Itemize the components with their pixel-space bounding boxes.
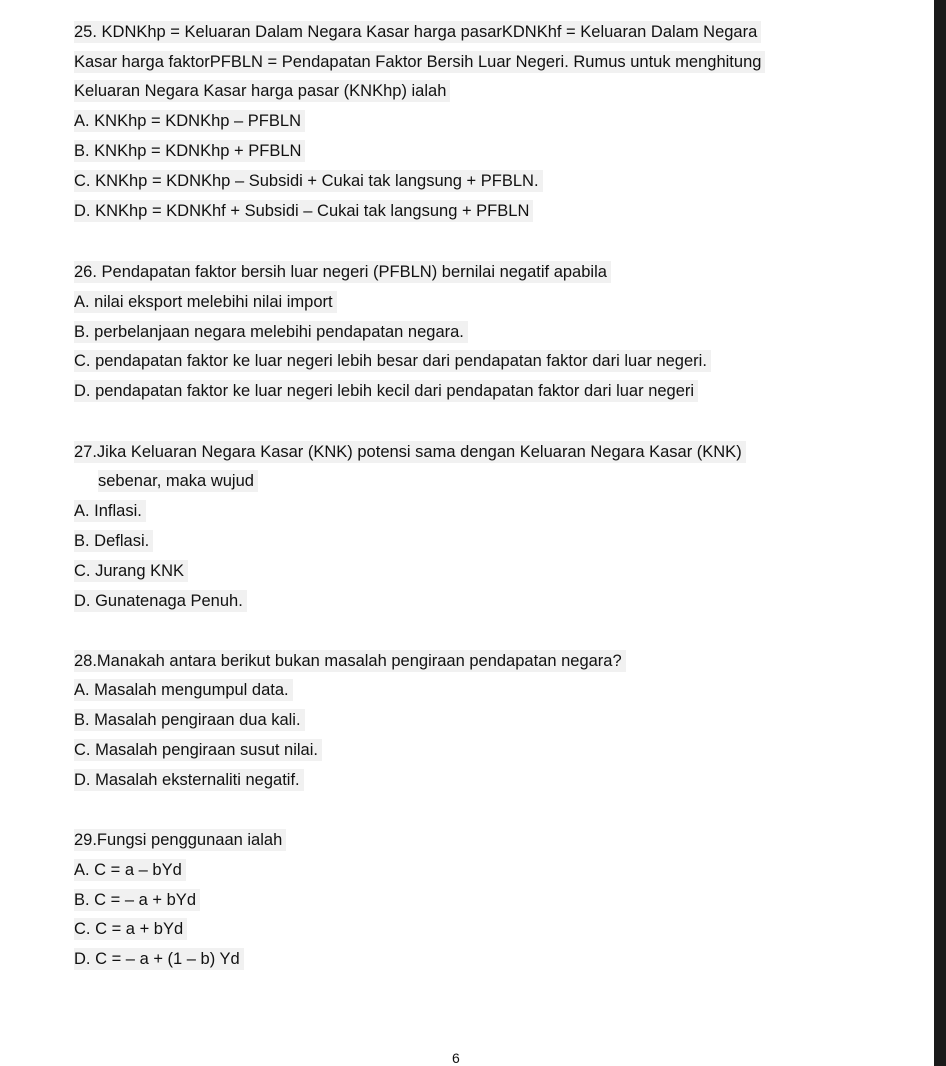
q25-option-d: D. KNKhp = KDNKhf + Subsidi – Cukai tak langsung + PFBLN: [74, 201, 533, 221]
q28-option-d: D. Masalah eksternaliti negatif.: [74, 770, 304, 790]
q26-option-c: C. pendapatan faktor ke luar negeri lebih besar dari pendapatan faktor dari luar negeri.: [74, 351, 711, 371]
q26-stem: 26. Pendapatan faktor bersih luar negeri (PFBLN) bernilai negatif apabila: [74, 262, 611, 282]
q25-stem-line-2: Kasar harga faktorPFBLN = Pendapatan Faktor Bersih Luar Negeri. Rumus untuk menghitung: [74, 52, 765, 72]
q25-option-c: C. KNKhp = KDNKhp – Subsidi + Cukai tak langsung + PFBLN.: [74, 171, 543, 191]
q27-option-a: A. Inflasi.: [74, 501, 146, 521]
q29-option-c: C. C = a + bYd: [74, 919, 187, 939]
q27-stem-line-2: sebenar, maka wujud: [98, 471, 258, 491]
page-number: 6: [452, 1050, 460, 1066]
q29-stem: 29.Fungsi penggunaan ialah: [74, 830, 286, 850]
q28-option-c: C. Masalah pengiraan susut nilai.: [74, 740, 322, 760]
q28-option-a: A. Masalah mengumpul data.: [74, 680, 293, 700]
page-edge-bar: [934, 0, 946, 1066]
q29-option-a: A. C = a – bYd: [74, 860, 186, 880]
q27-stem-line-1: 27.Jika Keluaran Negara Kasar (KNK) potensi sama dengan Keluaran Negara Kasar (KNK): [74, 442, 746, 462]
q26-option-a: A. nilai eksport melebihi nilai import: [74, 292, 337, 312]
q28-option-b: B. Masalah pengiraan dua kali.: [74, 710, 305, 730]
q27-option-c: C. Jurang KNK: [74, 561, 188, 581]
q25-stem-line-1: 25. KDNKhp = Keluaran Dalam Negara Kasar harga pasarKDNKhf = Keluaran Dalam Negara: [74, 22, 761, 42]
q28-stem: 28.Manakah antara berikut bukan masalah pengiraan pendapatan negara?: [74, 651, 626, 671]
q25-option-a: A. KNKhp = KDNKhp – PFBLN: [74, 111, 305, 131]
q26-option-d: D. pendapatan faktor ke luar negeri lebih kecil dari pendapatan faktor dari luar negeri: [74, 381, 698, 401]
q25-option-b: B. KNKhp = KDNKhp + PFBLN: [74, 141, 305, 161]
q29-option-b: B. C = – a + bYd: [74, 890, 200, 910]
q25-stem-line-3: Keluaran Negara Kasar harga pasar (KNKhp) ialah: [74, 81, 450, 101]
q27-option-d: D. Gunatenaga Penuh.: [74, 591, 247, 611]
q26-option-b: B. perbelanjaan negara melebihi pendapatan negara.: [74, 322, 468, 342]
q29-option-d: D. C = – a + (1 – b) Yd: [74, 949, 244, 969]
q27-option-b: B. Deflasi.: [74, 531, 153, 551]
